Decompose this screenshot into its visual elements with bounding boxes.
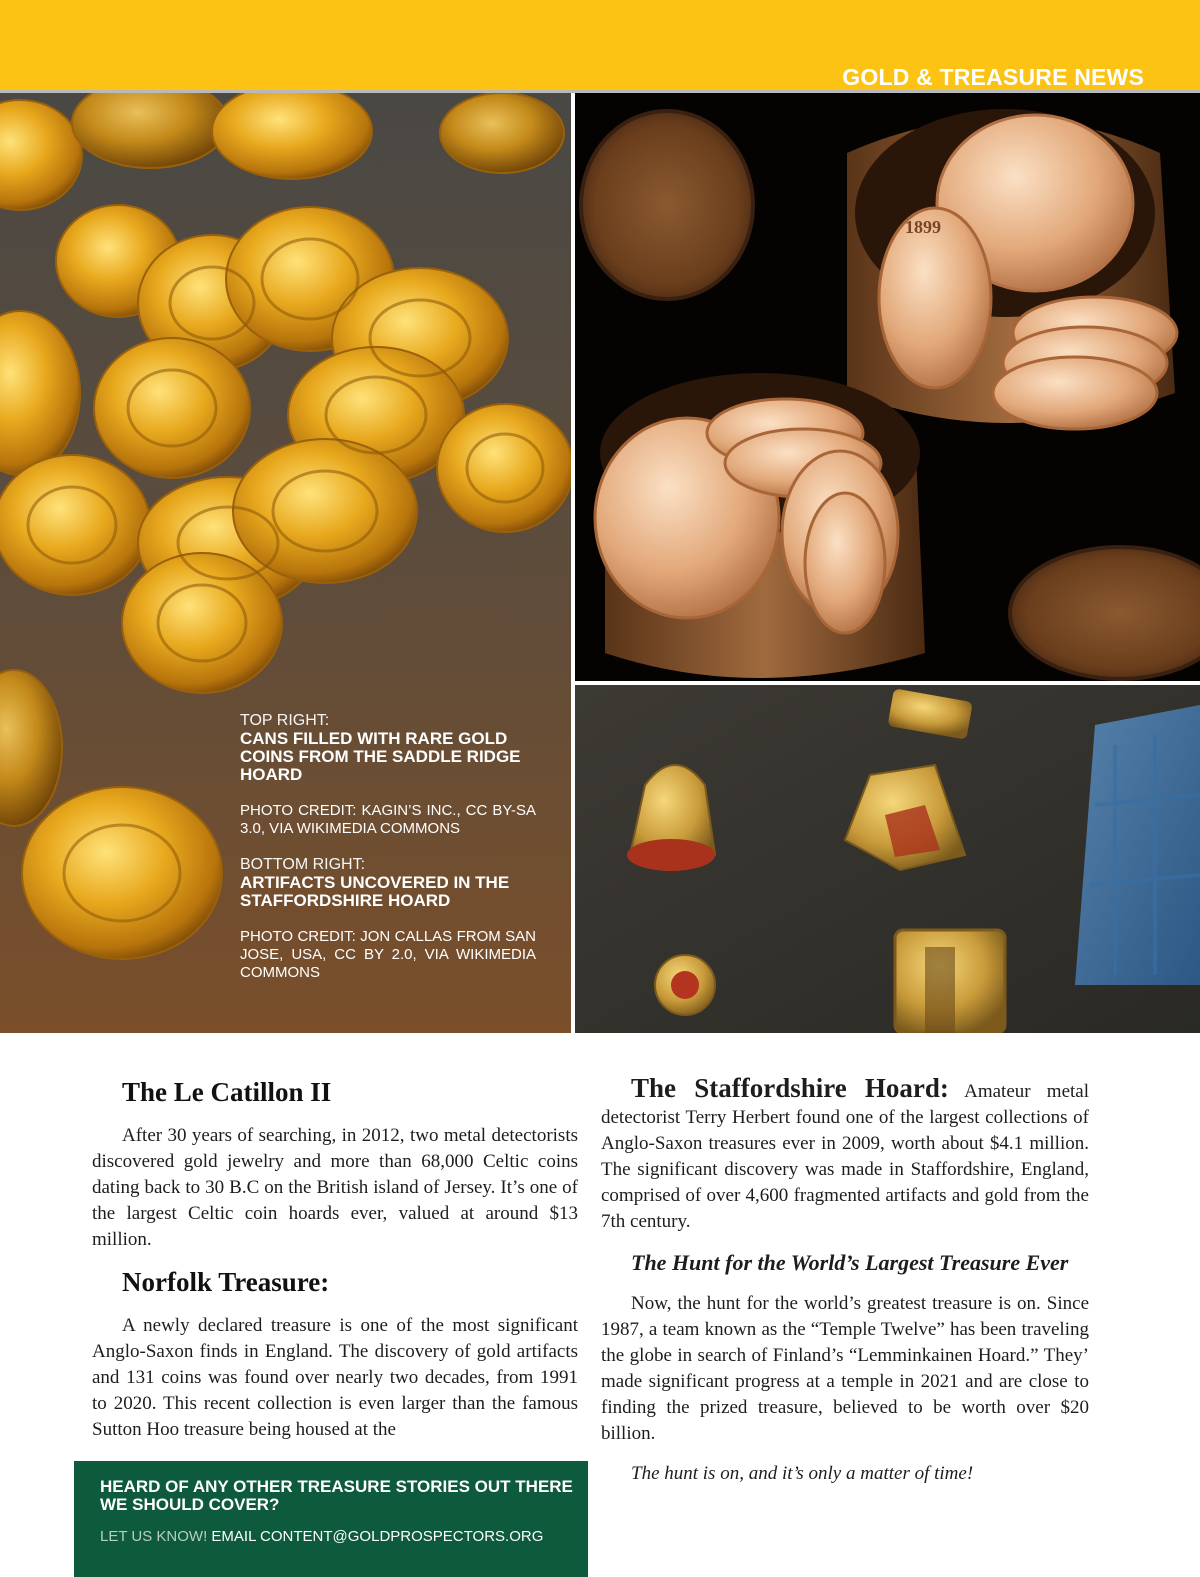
staffordshire-heading: The Staffordshire Hoard: [631, 1073, 949, 1103]
saddle-ridge-cans-photo [575, 93, 1200, 681]
staffordshire-paragraph [601, 1075, 1089, 1235]
callout-let-us-know: LET US KNOW! [100, 1528, 208, 1545]
caption-bottom-title: ARTIFACTS UNCOVERED IN THE STAFFORDSHIRE HOARD [240, 873, 510, 910]
le-catillon-body: After 30 years of searching, in 2012, two metal detectorists discovered gold jewelry and more than 68,000 Celtic coins dating back to 30 B.C on the British island of Jersey. It’s one of the largest Celtic coin hoards ever, valued at around $13 million. [92, 1125, 578, 1250]
gold-coin-cans-icon [575, 93, 1200, 681]
norfolk-body: A newly declared treasure is one of the most significant Anglo-Saxon finds in England. The discovery of gold artifacts and 131 coins was found over nearly two decades, from 1991 to 2020. This recent collection is even larger than the famous Sutton Hoo treasure being housed at the [92, 1315, 578, 1440]
caption-top-title: CANS FILLED WITH RARE GOLD COINS FROM THE SADDLE RIDGE HOARD [240, 729, 521, 784]
callout-email-link[interactable]: EMAIL CONTENT@GOLDPROSPECTORS.ORG [211, 1528, 544, 1545]
caption-top-label: TOP RIGHT: [240, 712, 330, 729]
photo-caption [240, 712, 536, 982]
article-column-right [601, 1075, 1089, 1487]
caption-bottom-label: BOTTOM RIGHT: [240, 856, 366, 873]
norfolk-heading: Norfolk Treasure: [122, 1267, 330, 1297]
hunt-closing: The hunt is on, and it’s only a matter of time! [631, 1463, 974, 1484]
callout-cta [100, 1528, 543, 1546]
section-tag: GOLD & TREASURE NEWS [842, 64, 1144, 90]
article-column-left [92, 1075, 578, 1443]
staffordshire-body: Amateur metal detectorist Terry Herbert found one of the largest collections of Anglo-Saxon treasures ever in 2009, worth about $4.1 million. The significant discovery was made in Staffordshire, England, comprised of over 4,600 fragmented artifacts and gold from the 7th century. [601, 1081, 1089, 1232]
hunt-heading: The Hunt for the World’s Largest Treasure Ever [631, 1250, 1069, 1275]
le-catillon-heading: The Le Catillon II [122, 1077, 332, 1107]
story-tip-callout [74, 1461, 588, 1577]
caption-bottom-credit: PHOTO CREDIT: JON CALLAS FROM SAN JOSE, USA, CC BY 2.0, VIA WIKIMEDIA COMMONS [240, 928, 536, 981]
staffordshire-artifacts-photo [575, 685, 1200, 1033]
caption-top-credit: PHOTO CREDIT: KAGIN’S INC., CC BY-SA 3.0, VIA WIKIMEDIA COMMONS [240, 802, 536, 837]
callout-question: HEARD OF ANY OTHER TREASURE STORIES OUT THERE WE SHOULD COVER? [100, 1477, 573, 1514]
coin-date: 1899 [905, 217, 941, 237]
staffordshire-artifacts-icon [575, 685, 1200, 1033]
hunt-body: Now, the hunt for the world’s greatest treasure is on. Since 1987, a team known as the “Temple Twelve” has been traveling the globe in search of Finland’s “Lemminkainen Hoard.” They’ made significant progress at a temple in 2021 and are close to finding the prized treasure, believed to be worth over $20 billion. [601, 1293, 1089, 1444]
